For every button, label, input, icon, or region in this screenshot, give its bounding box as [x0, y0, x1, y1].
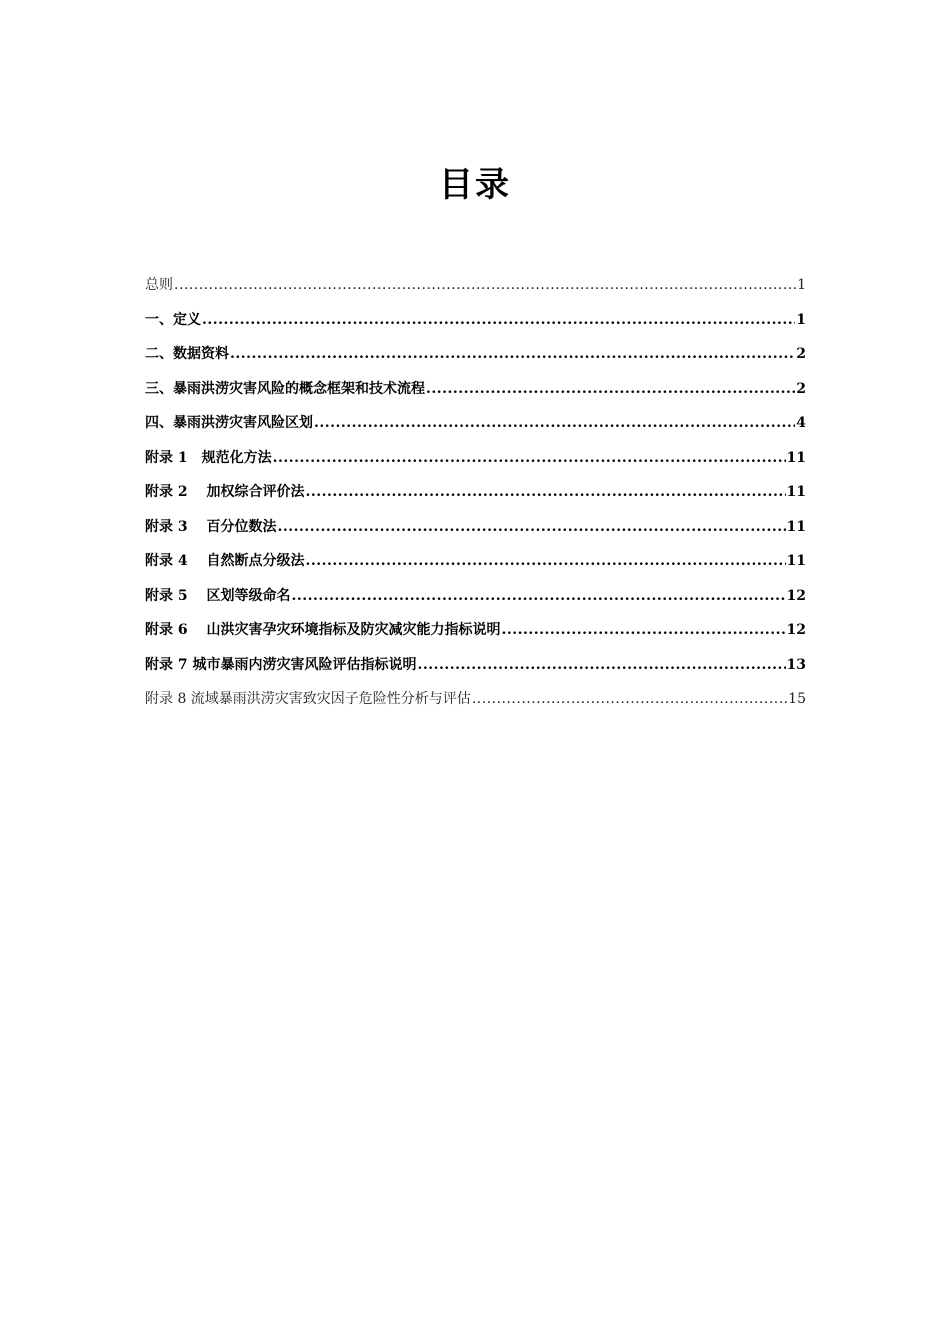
toc-leader-dots	[306, 546, 786, 576]
toc-leader-dots	[202, 305, 795, 335]
toc-leader-dots	[230, 339, 795, 369]
toc-entry[interactable]	[145, 615, 806, 650]
toc-entry[interactable]	[145, 374, 806, 409]
toc-entry-page: 11	[786, 484, 806, 500]
toc-leader-dots	[502, 615, 786, 645]
toc-entry-label: 附录 3 百分位数法	[145, 518, 277, 535]
toc-entry-page: 12	[786, 587, 806, 604]
toc-leader-dots	[314, 408, 795, 438]
toc-leader-dots	[306, 477, 786, 507]
toc-entry-label: 四、暴雨洪涝灾害风险区划	[145, 415, 313, 431]
toc-entry-label: 一、定义	[145, 311, 201, 328]
toc-leader-dots	[273, 443, 786, 473]
toc-entry-label: 附录 1 规范化方法	[145, 449, 272, 466]
toc-entry-label: 三、暴雨洪涝灾害风险的概念框架和技术流程	[145, 380, 425, 397]
toc-leader-dots	[174, 270, 796, 300]
toc-leader-dots	[472, 684, 787, 714]
toc-entry-label: 附录 6 山洪灾害孕灾环境指标及防灾减灾能力指标说明	[145, 622, 501, 638]
toc-leader-dots	[418, 650, 786, 680]
toc-entry-page: 2	[796, 380, 806, 397]
toc-entry-label: 二、数据资料	[145, 346, 229, 362]
toc-entry-page: 11	[786, 518, 806, 535]
toc-entry-label: 附录 5 区划等级命名	[145, 587, 291, 604]
toc-entry-label: 附录 4 自然断点分级法	[145, 553, 305, 569]
toc-entry[interactable]	[145, 581, 806, 616]
toc-leader-dots	[278, 512, 786, 542]
toc-entry[interactable]	[145, 684, 806, 719]
toc-leader-dots	[292, 581, 786, 611]
page-title: 目录	[439, 165, 511, 205]
toc-entry[interactable]	[145, 546, 806, 581]
toc-entry-page: 1	[797, 277, 806, 293]
toc-entry[interactable]	[145, 339, 806, 374]
toc-entry-page: 11	[786, 553, 806, 569]
toc-entry-page: 12	[786, 622, 806, 638]
toc-entry-label: 附录 7 城市暴雨内涝灾害风险评估指标说明	[145, 656, 417, 673]
toc-entry-page: 1	[796, 311, 806, 328]
toc-entry-label: 附录 8 流域暴雨洪涝灾害致灾因子危险性分析与评估	[145, 691, 471, 707]
toc-leader-dots	[426, 374, 795, 404]
toc-entry-page: 2	[796, 346, 806, 362]
toc-entry-label: 总则	[145, 277, 173, 293]
toc-entry[interactable]	[145, 408, 806, 443]
toc-entry[interactable]	[145, 305, 806, 340]
toc-entry[interactable]	[145, 443, 806, 478]
toc-entry[interactable]	[145, 477, 806, 512]
toc-entry-page: 13	[786, 656, 806, 673]
toc-entry-page: 15	[788, 691, 806, 707]
toc-entry-page: 11	[786, 449, 806, 466]
toc-entry[interactable]	[145, 512, 806, 547]
toc-entry[interactable]	[145, 650, 806, 685]
toc-entry-label: 附录 2 加权综合评价法	[145, 484, 305, 500]
toc-entry-page: 4	[796, 415, 806, 431]
toc-entry[interactable]	[145, 270, 806, 305]
table-of-contents	[145, 270, 806, 719]
